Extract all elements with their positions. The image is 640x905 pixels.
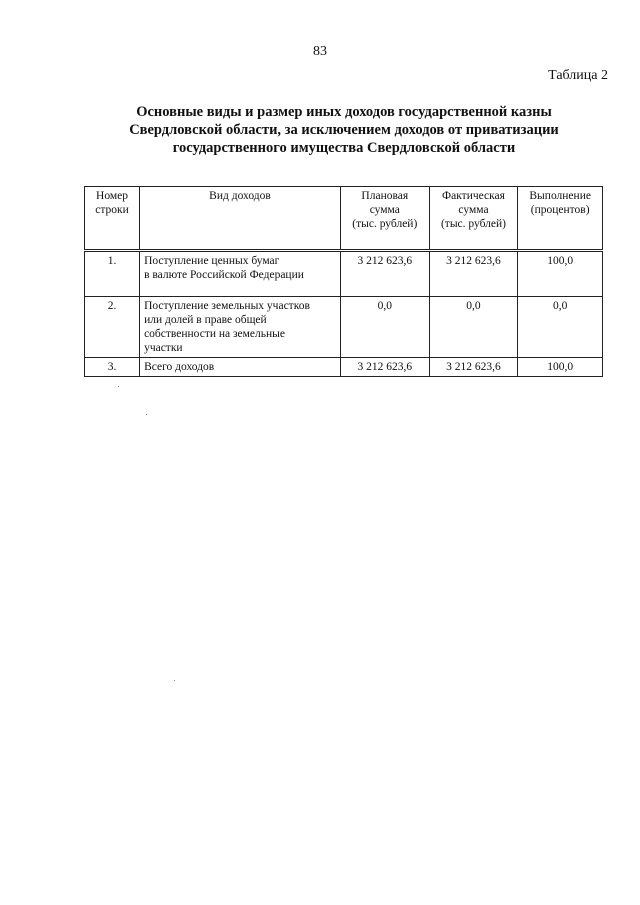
scan-speck (146, 414, 147, 415)
document-title (84, 103, 604, 157)
cell-income-type: Поступление земельных участков или долей в праве общей собственности на земельные участки (140, 297, 341, 358)
income-table (84, 186, 603, 377)
table-header-row (85, 187, 603, 251)
cell-execution-percent: 100,0 (518, 358, 603, 377)
cell-income-type: Поступление ценных бумаг в валюте Российской Федерации (140, 251, 341, 297)
header-planned-sum: Плановая сумма (тыс. рублей) (340, 187, 429, 251)
cell-actual-sum: 3 212 623,6 (429, 358, 518, 377)
table-label: Таблица 2 (548, 68, 608, 83)
header-execution-percent: Выполнение (процентов) (518, 187, 603, 251)
cell-planned-sum: 0,0 (340, 297, 429, 358)
cell-execution-percent: 100,0 (518, 251, 603, 297)
cell-row-number: 3. (85, 358, 140, 377)
cell-income-type: Всего доходов (140, 358, 341, 377)
cell-planned-sum: 3 212 623,6 (340, 251, 429, 297)
cell-row-number: 1. (85, 251, 140, 297)
scan-speck (118, 386, 119, 387)
header-income-type: Вид доходов (140, 187, 341, 251)
title-line: Свердловской области, за исключением доходов от приватизации (129, 122, 559, 138)
table-row (85, 251, 603, 297)
title-line: государственного имущества Свердловской области (172, 140, 516, 156)
scan-speck (174, 680, 175, 681)
cell-actual-sum: 0,0 (429, 297, 518, 358)
cell-row-number: 2. (85, 297, 140, 358)
table-row (85, 358, 603, 377)
page-number: 83 (313, 44, 327, 59)
table-row (85, 297, 603, 358)
header-row-number: Номер строки (85, 187, 140, 251)
title-line: Основные виды и размер иных доходов государственной казны (136, 104, 552, 120)
cell-planned-sum: 3 212 623,6 (340, 358, 429, 377)
cell-actual-sum: 3 212 623,6 (429, 251, 518, 297)
cell-execution-percent: 0,0 (518, 297, 603, 358)
header-actual-sum: Фактическая сумма (тыс. рублей) (429, 187, 518, 251)
